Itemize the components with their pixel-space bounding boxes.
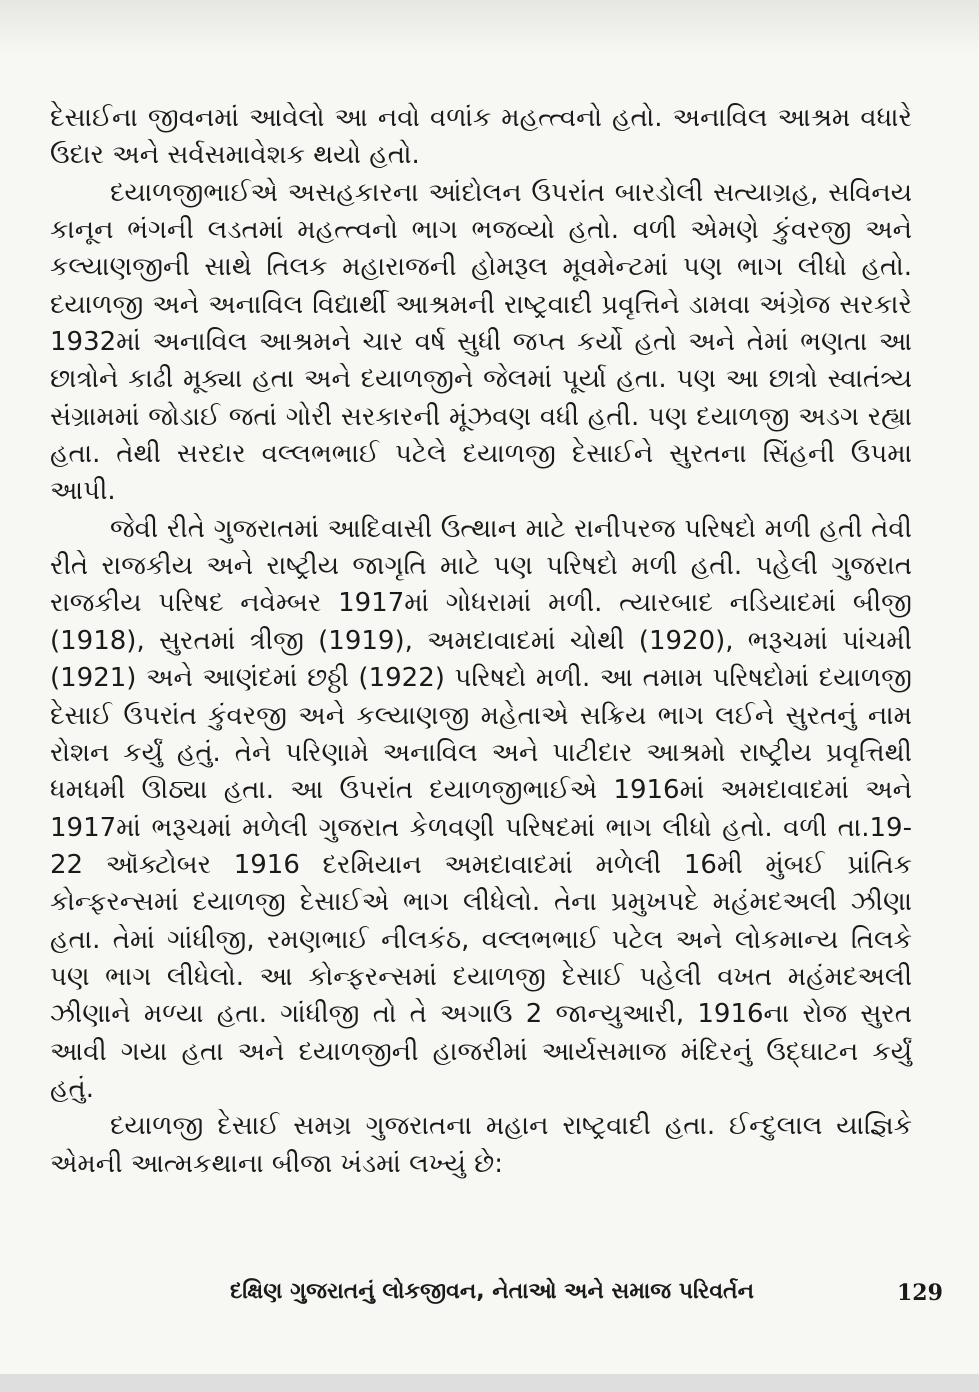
paragraph-3: જેવી રીતે ગુજરાતમાં આદિવાસી ઉત્થાન માટે રાનીપરજ પરિષદો મળી હતી તેવી રીતે રાજકીય અને રાષ્ટ્રીય જાગૃતિ માટે પણ પરિષદો મળી હતી. પહેલી ગુજરાત રાજકીય પરિષદ નવેમ્બર 1917માં ગોધરામાં મળી. ત્યારબાદ નડિયાદમાં બીજી (1918), સુરતમાં ત્રીજી (1919), અમદાવાદમાં ચોથી (1920), ભરૂચમાં પાંચમી (1921) અને આણંદમાં છઠ્ઠી (1922) પરિષદો મળી. આ તમામ પરિષદોમાં દયાળજી દેસાઈ ઉપરાંત કુંવરજી અને કલ્યાણજી મહેતાએ સક્રિય ભાગ લઈને સુરતનું નામ રોશન કર્યું હતું. તેને પરિણામે અનાવિલ અને પાટીદાર આશ્રમો રાષ્ટ્રીય પ્રવૃત્તિથી ધમધમી ઊઠ્યા હતા. આ ઉપરાંત દયાળજીભાઈએ 1916માં અમદાવાદમાં અને 1917માં ભરૂચમાં મળેલી ગુજરાત કેળવણી પરિષદમાં ભાગ લીધો હતો. વળી તા.19-22 ઑક્ટોબર 1916 દરમિયાન અમદાવાદમાં મળેલી 16મી મુંબઈ પ્રાંતિક કોન્ફરન્સમાં દયાળજી દેસાઈએ ભાગ લીધેલો. તેના પ્રમુખપદે મહંમદઅલી ઝીણા હતા. તેમાં ગાંધીજી, રમણભાઈ નીલકંઠ, વલ્લભભાઈ પટેલ અને લોકમાન્ય તિલકે પણ ભાગ લીધેલો. આ કોન્ફરન્સમાં દયાળજી દેસાઈ પહેલી વખત મહંમદઅલી ઝીણાને મળ્યા હતા. ગાંધીજી તો તે અગાઉ 2 જાન્યુઆરી, 1916ના રોજ સુરત આવી ગયા હતા અને દયાળજીની હાજરીમાં આર્યસમાજ મંદિરનું ઉદ્ઘાટન કર્યું હતું. — [50, 513, 912, 1104]
running-footer-title: દક્ષિણ ગુજરાતનું લોકજીવન, નેતાઓ અને સમાજ પરિવર્તન — [230, 1279, 755, 1304]
paragraph-1: દેસાઈના જીવનમાં આવેલો આ નવો વળાંક મહત્ત્વનો હતો. અનાવિલ આશ્રમ વધારે ઉદાર અને સર્વસમાવેશક થયો હતો. — [50, 103, 912, 171]
page-number: 129 — [897, 1280, 943, 1306]
paragraph-4: દયાળજી દેસાઈ સમગ્ર ગુજરાતના મહાન રાષ્ટ્રવાદી હતા. ઈન્દુલાલ યાજ્ઞિકે એમની આત્મકથાના બીજા ખંડમાં લખ્યું છે: — [50, 1111, 912, 1179]
body-text — [50, 100, 912, 1183]
paragraph-2: દયાળજીભાઈએ અસહકારના આંદોલન ઉપરાંત બારડોલી સત્યાગ્રહ, સવિનય કાનૂન ભંગની લડતમાં મહત્ત્વનો ભાગ ભજવ્યો હતો. વળી એમણે કુંવરજી અને કલ્યાણજીની સાથે તિલક મહારાજની હોમરૂલ મૂવમેન્ટમાં પણ ભાગ લીધો હતો. દયાળજી અને અનાવિલ વિદ્યાર્થી આશ્રમની રાષ્ટ્રવાદી પ્રવૃત્તિને ડામવા અંગ્રેજ સરકારે 1932માં અનાવિલ આશ્રમને ચાર વર્ષ સુધી જપ્ત કર્યો હતો અને તેમાં ભણતા આ છાત્રોને કાઢી મૂક્યા હતા અને દયાળજીને જેલમાં પૂર્યા હતા. પણ આ છાત્રો સ્વાતંત્ર્ય સંગ્રામમાં જોડાઈ જતાં ગોરી સરકારની મૂંઝવણ વધી હતી. પણ દયાળજી અડગ રહ્યા હતા. તેથી સરદાર વલ્લભભાઈ પટેલે દયાળજી દેસાઈને સુરતના સિંહની ઉપમા આપી. — [50, 177, 912, 507]
